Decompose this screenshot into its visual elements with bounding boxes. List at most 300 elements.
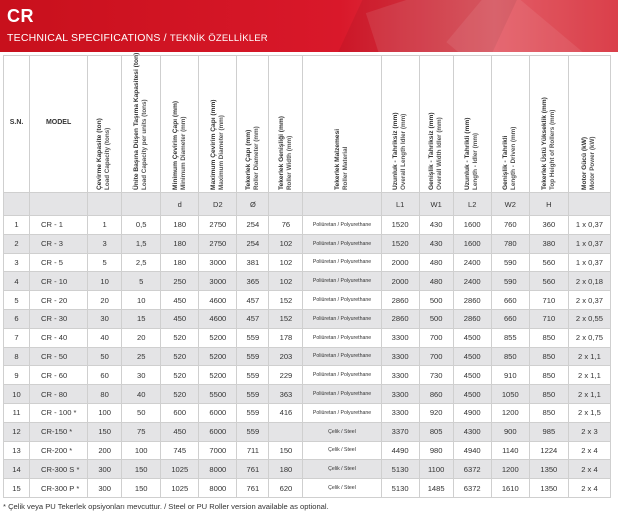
table-cell: 12 (4, 422, 30, 441)
column-header (419, 56, 453, 193)
table-cell: Poliüretan / Polyurethane (303, 291, 381, 310)
table-cell: 1 (4, 216, 30, 235)
table-body (4, 216, 611, 498)
table-cell: 4300 (453, 422, 491, 441)
table-cell: 430 (419, 216, 453, 235)
table-cell: 430 (419, 234, 453, 253)
table-cell: 760 (491, 216, 529, 235)
column-header-label: S.N. (9, 118, 24, 126)
column-header (453, 56, 491, 193)
column-header-label (210, 62, 226, 190)
table-cell: 180 (161, 216, 199, 235)
table-cell: 250 (161, 272, 199, 291)
table-cell: 3300 (381, 328, 419, 347)
table-cell: 660 (491, 309, 529, 328)
table-cell: 6372 (453, 460, 491, 479)
table-cell: 381 (237, 253, 269, 272)
table-cell: 5200 (199, 366, 237, 385)
table-row (4, 385, 611, 404)
table-row (4, 291, 611, 310)
subtitle-english: TECHNICAL SPECIFICATIONS / (7, 32, 170, 44)
table-cell: 590 (491, 253, 529, 272)
table-cell: Çelik / Steel (303, 441, 381, 460)
table-cell: CR - 80 (30, 385, 88, 404)
column-header-english: Overall Length Idler (mm) (400, 113, 408, 190)
table-cell: 600 (161, 403, 199, 422)
column-symbol: L1 (381, 193, 419, 216)
table-cell: 8 (4, 347, 30, 366)
column-header-english: Roller Width (mm) (285, 135, 293, 190)
table-cell: 1025 (161, 460, 199, 479)
table-cell: 2860 (453, 309, 491, 328)
column-header-label (334, 62, 350, 190)
table-cell: CR-300 S * (30, 460, 88, 479)
table-cell: 457 (237, 291, 269, 310)
table-cell: 5 (122, 272, 161, 291)
table-cell: 3000 (199, 253, 237, 272)
table-cell: 2,5 (122, 253, 161, 272)
column-header-label (502, 62, 518, 190)
column-header-label: MODEL (45, 118, 72, 126)
table-cell: 500 (419, 291, 453, 310)
table-row (4, 422, 611, 441)
table-cell: 152 (269, 291, 303, 310)
table-cell: 150 (122, 460, 161, 479)
table-cell: 850 (491, 347, 529, 366)
table-cell: 20 (122, 328, 161, 347)
table-cell: CR-150 * (30, 422, 88, 441)
column-header (529, 56, 568, 193)
table-cell: 2 x 1,1 (568, 347, 610, 366)
page-subtitle (7, 32, 268, 44)
column-header-english: Load Capacity per units (tons) (141, 99, 149, 190)
table-cell: 152 (269, 309, 303, 328)
table-cell: Poliüretan / Polyurethane (303, 253, 381, 272)
page-title: CR (7, 6, 34, 26)
table-cell: 2000 (381, 253, 419, 272)
table-cell: 4 (4, 272, 30, 291)
column-header-turkish: Genişlik - Tahriksiz (mm) (427, 112, 435, 190)
table-cell: 1485 (419, 479, 453, 498)
table-cell: 5 (88, 253, 122, 272)
table-cell: 6000 (199, 403, 237, 422)
column-header (269, 56, 303, 193)
table-cell: 559 (237, 347, 269, 366)
table-cell: 1600 (453, 216, 491, 235)
table-cell: CR-200 * (30, 441, 88, 460)
column-header-english: Minimum Diameter (mm) (179, 116, 187, 190)
table-row (4, 403, 611, 422)
column-header-label (464, 62, 480, 190)
table-cell: 102 (269, 234, 303, 253)
table-cell: 203 (269, 347, 303, 366)
column-symbol (269, 193, 303, 216)
table-cell: 480 (419, 272, 453, 291)
table-cell: Çelik / Steel (303, 460, 381, 479)
table-cell: 5 (4, 291, 30, 310)
table-cell: Çelik / Steel (303, 479, 381, 498)
table-cell: 3000 (199, 272, 237, 291)
table-cell: 745 (161, 441, 199, 460)
table-cell: 2 x 0,18 (568, 272, 610, 291)
table-cell: 559 (237, 385, 269, 404)
table-cell: 150 (88, 422, 122, 441)
table-cell: 2 x 0,37 (568, 291, 610, 310)
symbol-row (4, 193, 611, 216)
column-header-english: Load Capacity (tons) (104, 127, 112, 190)
table-cell: 180 (269, 460, 303, 479)
subtitle-turkish: TEKNİK ÖZELLİKLER (169, 33, 268, 44)
column-header (30, 56, 88, 193)
column-symbol (303, 193, 381, 216)
table-cell: 2 x 1,1 (568, 385, 610, 404)
table-cell: 660 (491, 291, 529, 310)
table-cell: 13 (4, 441, 30, 460)
table-cell: 7000 (199, 441, 237, 460)
column-symbol: Ø (237, 193, 269, 216)
table-cell: CR - 20 (30, 291, 88, 310)
table-cell: 700 (419, 347, 453, 366)
column-header-label (428, 62, 444, 190)
table-cell: Poliüretan / Polyurethane (303, 234, 381, 253)
table-cell: Poliüretan / Polyurethane (303, 347, 381, 366)
table-cell: 1100 (419, 460, 453, 479)
table-cell: 1200 (491, 403, 529, 422)
table-cell: 2 x 4 (568, 460, 610, 479)
table-cell: 76 (269, 216, 303, 235)
column-header-label (581, 62, 597, 190)
table-cell: 300 (88, 479, 122, 498)
table-cell: 50 (88, 347, 122, 366)
column-header-english: Maximum Diameter (mm) (217, 115, 225, 190)
table-cell: 1350 (529, 460, 568, 479)
column-header (122, 52, 161, 193)
table-cell: CR - 60 (30, 366, 88, 385)
table-cell: 850 (529, 403, 568, 422)
table-cell: 520 (161, 328, 199, 347)
table-cell: 180 (161, 253, 199, 272)
column-symbol: D2 (199, 193, 237, 216)
column-header-english: Motor Power (kW) (589, 136, 597, 190)
table-cell: 620 (269, 479, 303, 498)
table-cell: 1 x 0,37 (568, 216, 610, 235)
column-header (161, 56, 199, 193)
column-header-turkish: Uzunluk - Tahriksiz (mm) (391, 112, 399, 190)
table-cell: 363 (269, 385, 303, 404)
column-header-turkish: Tekerlek Üstü Yükseklik (mm) (540, 97, 548, 190)
table-cell: 5130 (381, 479, 419, 498)
table-cell: 450 (161, 309, 199, 328)
column-symbol: L2 (453, 193, 491, 216)
column-symbol: W1 (419, 193, 453, 216)
table-cell: 1610 (491, 479, 529, 498)
column-symbol: W2 (491, 193, 529, 216)
table-cell: 40 (122, 385, 161, 404)
table-cell: 4500 (453, 328, 491, 347)
table-cell: 150 (269, 441, 303, 460)
table-cell: 4600 (199, 291, 237, 310)
table-cell: 2 x 4 (568, 441, 610, 460)
table-cell: 1 (88, 216, 122, 235)
table-cell: 850 (529, 385, 568, 404)
column-symbol (122, 193, 161, 216)
table-cell: 3300 (381, 366, 419, 385)
table-cell: 480 (419, 253, 453, 272)
table-cell: 559 (237, 328, 269, 347)
table-cell: 229 (269, 366, 303, 385)
table-cell: 900 (491, 422, 529, 441)
column-header-english: Length - Idler (mm) (472, 132, 480, 190)
column-header (237, 56, 269, 193)
table-cell: 30 (122, 366, 161, 385)
table-cell: 75 (122, 422, 161, 441)
table-cell: 3300 (381, 385, 419, 404)
table-cell: 3 (4, 253, 30, 272)
table-cell: 2 (4, 234, 30, 253)
table-cell: 50 (122, 403, 161, 422)
table-cell: 5130 (381, 460, 419, 479)
table-cell: 180 (161, 234, 199, 253)
table-cell: 780 (491, 234, 529, 253)
table-cell: 2400 (453, 253, 491, 272)
table-cell: 4500 (453, 347, 491, 366)
table-row (4, 272, 611, 291)
table-cell: 1,5 (122, 234, 161, 253)
table-cell (269, 422, 303, 441)
table-cell: 985 (529, 422, 568, 441)
table-cell: Poliüretan / Polyurethane (303, 328, 381, 347)
column-header-turkish: Motor Gücü (kW) (581, 136, 589, 190)
column-header-turkish: Tekerlek Genişliği (mm) (277, 116, 285, 190)
table-cell: Poliüretan / Polyurethane (303, 309, 381, 328)
column-header-label (278, 62, 294, 190)
table-cell: 860 (419, 385, 453, 404)
table-row (4, 234, 611, 253)
column-header-label (172, 62, 188, 190)
table-cell: 450 (161, 291, 199, 310)
table-cell: 25 (122, 347, 161, 366)
table-cell: Poliüretan / Polyurethane (303, 216, 381, 235)
table-row (4, 216, 611, 235)
table-cell: 850 (529, 366, 568, 385)
table-cell: 4490 (381, 441, 419, 460)
table-cell: 5500 (199, 385, 237, 404)
table-cell: 365 (237, 272, 269, 291)
table-cell: 1520 (381, 216, 419, 235)
table-cell: 520 (161, 385, 199, 404)
column-header-english: Length - Driven (mm) (510, 126, 518, 190)
table-cell: 450 (161, 422, 199, 441)
table-cell: Çelik / Steel (303, 422, 381, 441)
table-cell: 710 (529, 309, 568, 328)
table-cell: 761 (237, 479, 269, 498)
table-cell: 7 (4, 328, 30, 347)
table-cell: 254 (237, 216, 269, 235)
table-cell: 2 x 4 (568, 479, 610, 498)
column-header-turkish: Tekerlek Malzemesi (333, 128, 341, 190)
column-header (199, 56, 237, 193)
table-row (4, 441, 611, 460)
table-cell: 2860 (453, 291, 491, 310)
table-cell: 14 (4, 460, 30, 479)
column-header (303, 56, 381, 193)
column-header-turkish: Çevirme Kapasite (ton) (96, 118, 104, 190)
column-header-turkish: Minimum Çevirim Çapı (mm) (171, 100, 179, 190)
table-cell: 11 (4, 403, 30, 422)
table-cell: 910 (491, 366, 529, 385)
column-header (4, 56, 30, 193)
table-cell: 3 (88, 234, 122, 253)
table-cell: 2 x 0,55 (568, 309, 610, 328)
column-header (381, 56, 419, 193)
table-row (4, 460, 611, 479)
table-cell: 4500 (453, 366, 491, 385)
column-header (568, 56, 610, 193)
table-cell: 560 (529, 272, 568, 291)
table-cell: Poliüretan / Polyurethane (303, 272, 381, 291)
column-symbol (88, 193, 122, 216)
header-row (4, 56, 611, 193)
table-cell: Poliüretan / Polyurethane (303, 385, 381, 404)
table-cell: 850 (529, 347, 568, 366)
footnote: * Çelik veya PU Tekerlek opsiyonları mevcuttur. / Steel or PU Roller version available as optional. (3, 502, 329, 511)
table-cell: CR - 5 (30, 253, 88, 272)
table-cell: 1025 (161, 479, 199, 498)
table-cell: 559 (237, 366, 269, 385)
table-cell: 10 (4, 385, 30, 404)
table-cell: CR - 10 (30, 272, 88, 291)
table-cell: 2750 (199, 234, 237, 253)
table-cell: 15 (122, 309, 161, 328)
table-cell: 40 (88, 328, 122, 347)
column-header-english: Roller Material (342, 146, 350, 190)
table-row (4, 479, 611, 498)
column-header-label (96, 62, 112, 190)
table-cell: 360 (529, 216, 568, 235)
table-cell: 3370 (381, 422, 419, 441)
table-cell: 6372 (453, 479, 491, 498)
table-row (4, 366, 611, 385)
table-cell: 10 (122, 291, 161, 310)
table-cell: 559 (237, 403, 269, 422)
table-cell: 0,5 (122, 216, 161, 235)
column-header-label (541, 62, 557, 190)
table-cell: 20 (88, 291, 122, 310)
table-cell: 380 (529, 234, 568, 253)
table-cell: 1224 (529, 441, 568, 460)
table-cell: 2400 (453, 272, 491, 291)
table-cell: 8000 (199, 479, 237, 498)
table-cell: 2860 (381, 309, 419, 328)
table-cell: Poliüretan / Polyurethane (303, 366, 381, 385)
table-cell: CR-300 P * (30, 479, 88, 498)
table-cell: 1600 (453, 234, 491, 253)
table-cell: 5200 (199, 328, 237, 347)
table-cell: 254 (237, 234, 269, 253)
table-cell: 1200 (491, 460, 529, 479)
table-cell: 520 (161, 366, 199, 385)
table-cell: 100 (122, 441, 161, 460)
table-cell: 560 (529, 253, 568, 272)
table-cell: 1140 (491, 441, 529, 460)
table-cell: 9 (4, 366, 30, 385)
table-cell: CR - 100 * (30, 403, 88, 422)
column-header-turkish: Uzunluk - Tahrikli (mm) (463, 117, 471, 190)
table-cell: 15 (4, 479, 30, 498)
table-cell: 980 (419, 441, 453, 460)
table-cell: 590 (491, 272, 529, 291)
table-cell: 2 x 1,5 (568, 403, 610, 422)
table-cell: 30 (88, 309, 122, 328)
spec-table (3, 52, 611, 498)
table-cell: 730 (419, 366, 453, 385)
table-cell: 80 (88, 385, 122, 404)
table-cell: 4900 (453, 403, 491, 422)
table-cell: 700 (419, 328, 453, 347)
column-symbol (30, 193, 88, 216)
column-header-turkish: Genişlik - Tahrikli (502, 135, 510, 190)
table-cell: 300 (88, 460, 122, 479)
column-header (88, 56, 122, 193)
column-header-english: Top Height of Rollers (mm) (548, 109, 556, 190)
column-header-english: Roller Diameter (mm) (252, 126, 260, 190)
table-row (4, 253, 611, 272)
table-cell: 6 (4, 309, 30, 328)
table-cell: 761 (237, 460, 269, 479)
table-cell: 2750 (199, 216, 237, 235)
table-cell: 500 (419, 309, 453, 328)
table-cell: 1350 (529, 479, 568, 498)
column-header-turkish: Tekerlek Çapı (mm) (244, 129, 252, 190)
table-cell: CR - 3 (30, 234, 88, 253)
table-cell: CR - 1 (30, 216, 88, 235)
table-cell: 416 (269, 403, 303, 422)
column-symbol (568, 193, 610, 216)
column-symbol (4, 193, 30, 216)
column-header-turkish: Ünite Başına Düşen Taşıma Kapasitesi (ton) (132, 52, 140, 190)
table-cell: 1050 (491, 385, 529, 404)
column-header-label (245, 62, 261, 190)
table-cell: 2000 (381, 272, 419, 291)
table-cell: Poliüretan / Polyurethane (303, 403, 381, 422)
table-cell: 178 (269, 328, 303, 347)
table-cell: 559 (237, 422, 269, 441)
table-cell: 150 (122, 479, 161, 498)
table-cell: 3300 (381, 347, 419, 366)
header-banner (0, 0, 618, 52)
table-cell: 60 (88, 366, 122, 385)
table-cell: 520 (161, 347, 199, 366)
table-cell: 1 x 0,37 (568, 253, 610, 272)
table-cell: 1 x 0,37 (568, 234, 610, 253)
table-cell: CR - 40 (30, 328, 88, 347)
table-cell: 805 (419, 422, 453, 441)
table-cell: 8000 (199, 460, 237, 479)
table-cell: 1520 (381, 234, 419, 253)
table-row (4, 328, 611, 347)
table-cell: 4940 (453, 441, 491, 460)
table-cell: 2 x 3 (568, 422, 610, 441)
column-symbol: d (161, 193, 199, 216)
column-header-turkish: Maximum Çevirim Çapı (mm) (209, 99, 217, 190)
table-cell: CR - 30 (30, 309, 88, 328)
table-row (4, 309, 611, 328)
table-cell: 711 (237, 441, 269, 460)
column-header-label (392, 62, 408, 190)
table-cell: 200 (88, 441, 122, 460)
table-cell: 855 (491, 328, 529, 347)
column-symbol: H (529, 193, 568, 216)
